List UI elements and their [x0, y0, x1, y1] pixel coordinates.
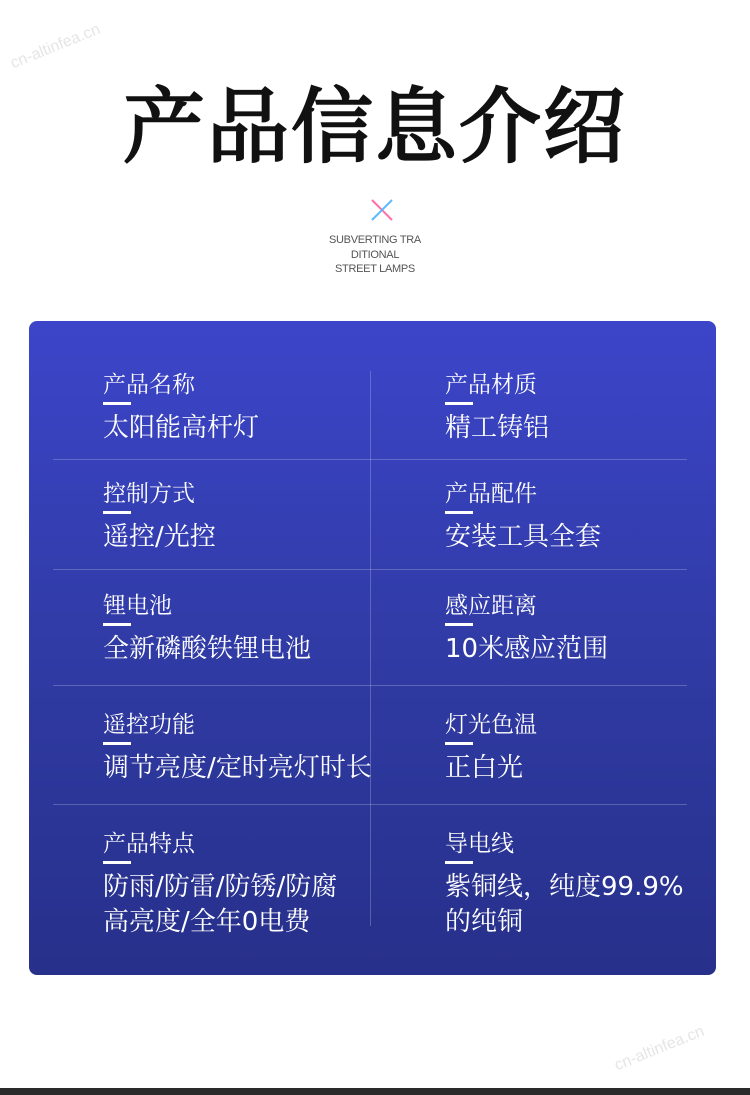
subtitle-line-1: SUBVERTING TRA: [329, 234, 421, 246]
row-divider: [53, 685, 687, 686]
info-cell-accessories: [445, 479, 601, 555]
bottom-bar: [0, 1088, 750, 1095]
label-underline: [103, 511, 131, 514]
info-label: 灯光色温: [445, 712, 537, 738]
info-value: 遥控/光控: [103, 522, 216, 552]
label-underline: [103, 861, 131, 864]
info-value: 安装工具全套: [445, 522, 602, 552]
info-label: 产品材质: [445, 372, 537, 398]
label-underline: [103, 402, 131, 405]
column-divider: [370, 371, 371, 926]
info-value: 太阳能高杆灯: [103, 413, 260, 443]
info-label: 锂电池: [103, 593, 172, 619]
info-value: 的纯铜: [445, 907, 524, 937]
product-info-panel: [29, 321, 716, 975]
row-divider: [53, 569, 687, 570]
info-label: 感应距离: [445, 593, 537, 619]
subtitle-text: [0, 233, 750, 277]
info-value: 全新磷酸铁锂电池: [103, 634, 312, 664]
row-divider: [53, 459, 687, 460]
info-label: 遥控功能: [103, 712, 195, 738]
label-underline: [103, 623, 131, 626]
label-underline: [445, 623, 473, 626]
info-cell-sensing-distance: [445, 591, 608, 667]
subtitle-line-3: STREET LAMPS: [335, 263, 415, 275]
watermark-bottom-right: cn-altinfea.cn: [612, 1022, 707, 1075]
info-label: 导电线: [445, 831, 514, 857]
info-cell-control-mode: [103, 479, 216, 555]
info-cell-material: [445, 370, 549, 446]
label-underline: [103, 742, 131, 745]
info-label: 控制方式: [103, 481, 195, 507]
label-underline: [445, 861, 473, 864]
info-label: 产品特点: [103, 831, 195, 857]
info-value: 精工铸铝: [445, 413, 550, 443]
info-cell-features: [103, 829, 337, 940]
info-cell-remote-function: [103, 710, 372, 786]
info-label: 产品名称: [103, 372, 195, 398]
watermark-top-left: cn-altinfea.cn: [8, 20, 103, 73]
row-divider: [53, 804, 687, 805]
info-label: 产品配件: [445, 481, 537, 507]
info-value: 防雨/防雷/防锈/防腐: [103, 872, 338, 902]
info-value: 紫铜线，纯度99.9%: [445, 872, 684, 902]
label-underline: [445, 402, 473, 405]
info-cell-product-name: [103, 370, 259, 446]
info-value: 正白光: [445, 753, 524, 783]
cross-icon: [368, 196, 396, 224]
subtitle-line-2: DITIONAL: [350, 248, 400, 261]
label-underline: [445, 511, 473, 514]
info-value: 高亮度/全年0电费: [103, 907, 311, 937]
info-cell-battery: [103, 591, 311, 667]
page-title: 产品信息介绍: [122, 80, 627, 175]
info-value: 调节亮度/定时亮灯时长: [103, 753, 372, 783]
info-cell-color-temperature: [445, 710, 537, 786]
info-value: 10米感应范围: [445, 634, 609, 664]
info-cell-wire: [445, 829, 684, 940]
label-underline: [445, 742, 473, 745]
